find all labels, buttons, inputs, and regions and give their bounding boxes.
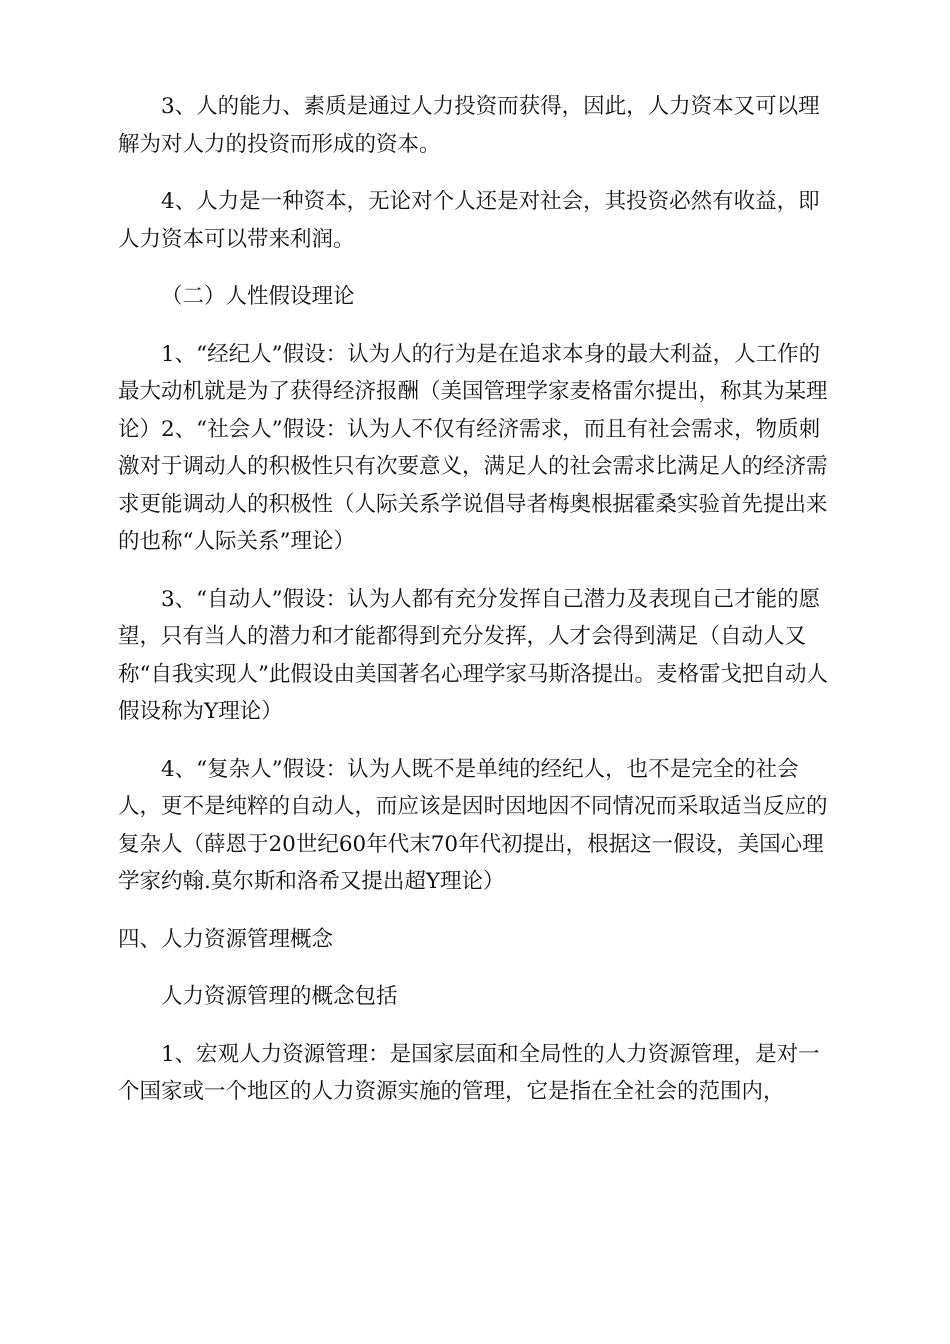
paragraph-self-actualizing-man: 3、“自动人”假设：认为人都有充分发挥自己潜力及表现自己才能的愿望，只有当人的潜力和才能都得到充分发挥，人才会得到满足（自动人又称“自我实现人”此假设由美国著名心理学家马斯洛提出。麦格雷戈把自动人假设称为Y理论）	[118, 586, 828, 724]
section-heading-human-nature-assumptions: （二）人性假设理论	[161, 284, 355, 309]
paragraph-human-capital-3: 3、人的能力、素质是通过人力投资而获得，因此，人力资本又可以理解为对人力的投资而形成的资本。	[118, 94, 820, 157]
section-heading-hrm-concept: 四、人力资源管理概念	[118, 926, 334, 952]
paragraph-complex-man: 4、“复杂人”假设：认为人既不是单纯的经纪人，也不是完全的社会人，更不是纯粹的自动人，而应该是因时因地因不同情况而采取适当反应的复杂人（薛恩于20世纪60年代末70年代初提出，根据这一假设，美国心理学家约翰.莫尔斯和洛希又提出超Y理论）	[118, 756, 828, 894]
paragraph-economic-social-man: 1、“经纪人”假设：认为人的行为是在追求本身的最大利益，人工作的最大动机就是为了获得经济报酬（美国管理学家麦格雷尔提出，称其为某理论）2、“社会人”假设：认为人不仅有经济需求，而且有社会需求，物质刺激对于调动人的积极性只有次要意义，满足人的社会需求比满足人的经济需求更能调动人的积极性（人际关系学说倡导者梅奥根据霍桑实验首先提出来的也称“人际关系”理论）	[118, 341, 828, 554]
document-page	[118, 88, 840, 1111]
paragraph-macro-hrm: 1、宏观人力资源管理：是国家层面和全局性的人力资源管理，是对一个国家或一个地区的人力资源实施的管理，它是指在全社会的范围内，	[118, 1041, 820, 1104]
paragraph-hrm-concept-intro: 人力资源管理的概念包括	[161, 984, 398, 1009]
paragraph-human-capital-4: 4、人力是一种资本，无论对个人还是对社会，其投资必然有收益，即人力资本可以带来利润。	[118, 189, 820, 252]
